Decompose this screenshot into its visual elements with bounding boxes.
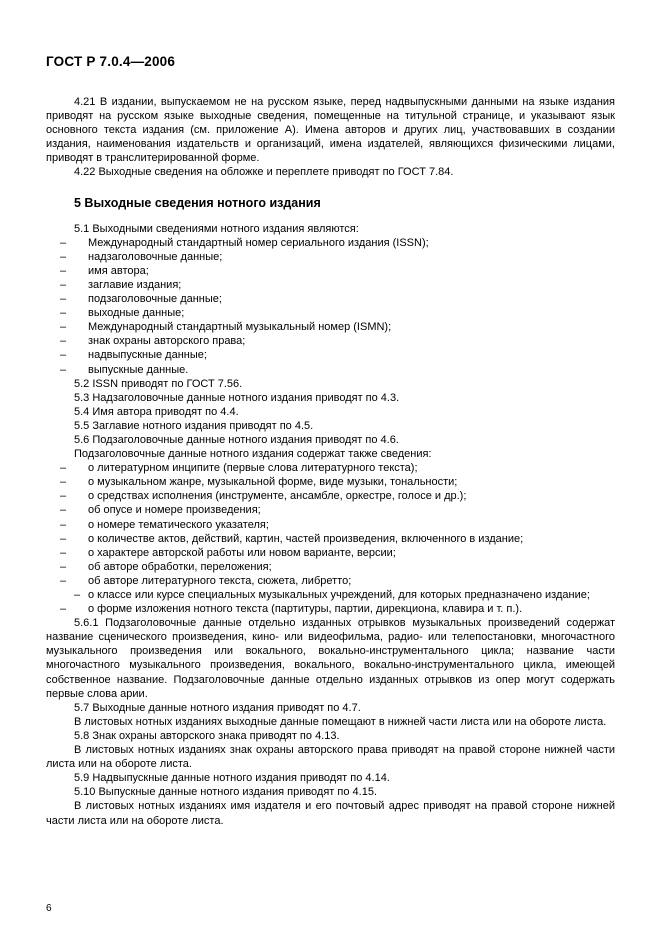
dash-bullet-icon: – (60, 504, 67, 517)
list-item (46, 489, 615, 503)
dash-bullet-icon: – (60, 293, 67, 306)
list-item (46, 532, 615, 546)
dash-bullet-icon: – (60, 603, 67, 616)
paragraph-5-2: 5.2 ISSN приводят по ГОСТ 7.56. (74, 377, 243, 390)
list-outputs-of-music-edition (46, 236, 615, 377)
dash-bullet-icon: – (60, 278, 67, 291)
paragraph-5-8-note: В листовых нотных изданиях знак охраны авторского права приводят на правой стороне нижней части листа или на обороте листа. (46, 744, 615, 771)
list-item (46, 518, 615, 532)
dash-bullet-icon: – (74, 589, 81, 601)
dash-bullet-icon: – (60, 574, 67, 587)
paragraph-5-6: 5.6 Подзаголовочные данные нотного издания приводят по 4.6. (74, 433, 399, 446)
paragraph-4-22: 4.22 Выходные сведения на обложке и переплете приводят по ГОСТ 7.84. (74, 166, 454, 179)
list-item-label: об авторе литературного текста, сюжета, либретто; (88, 574, 352, 587)
paragraph-5-4: 5.4 Имя автора приводят по 4.4. (74, 405, 239, 418)
list-item-label: Международный стандартный номер сериального издания (ISSN); (88, 236, 429, 249)
dash-bullet-icon: – (60, 335, 67, 348)
dash-bullet-icon: – (60, 264, 67, 277)
dash-bullet-icon: – (60, 321, 67, 334)
list-item-label: подзаголовочные данные; (88, 293, 222, 306)
dash-bullet-icon: – (60, 546, 67, 559)
list-item (46, 292, 615, 306)
page-number: 6 (46, 903, 52, 914)
list-item-label: о музыкальном жанре, музыкальной форме, виде музыки, тональности; (88, 476, 458, 489)
list-item (46, 264, 615, 278)
list-item (46, 250, 615, 264)
dash-bullet-icon: – (60, 250, 67, 263)
list-item-label: об опусе и номере произведения; (88, 504, 261, 517)
list-item-label: знак охраны авторского права; (88, 335, 246, 348)
paragraph-5-9: 5.9 Надвыпускные данные нотного издания приводят по 4.14. (74, 772, 390, 785)
paragraph-4-21: 4.21 В издании, выпускаемом не на русском языке, перед надвыпускными данными на языке издания приводят на русском языке выходные сведения, помещенные на титульной странице, и указывают язык основного текста издания (см. приложение А). Имена авторов и других лиц, участвовавших в создании издания, наименования издательств и организаций, имена издателей, являющихся физическими лицами, приводят в транслитерированной форме. (46, 96, 615, 165)
list-item-label: о средствах исполнения (инструменте, ансамбле, оркестре, голосе и др.); (88, 490, 467, 503)
paragraph-5-10-note: В листовых нотных изданиях имя издателя и его почтовый адрес приводят на правой стороне нижней части листа или на обороте листа. (46, 800, 615, 827)
list-item (46, 602, 615, 616)
list-item (46, 348, 615, 362)
list-item-label: о номере тематического указателя; (88, 518, 269, 531)
dash-bullet-icon: – (60, 532, 67, 545)
dash-bullet-icon: – (60, 490, 67, 503)
list-item (46, 236, 615, 250)
list-item-label: о форме изложения нотного текста (партитуры, партии, дирекциона, клавира и т. п.). (88, 603, 523, 616)
list-item-label: надвыпускные данные; (88, 349, 207, 362)
list-item-label: о классе или курсе специальных музыкальных учреждений, для которых предназначено издание; (88, 589, 590, 601)
paragraph-5-3: 5.3 Надзаголовочные данные нотного издания приводят по 4.3. (74, 391, 400, 404)
paragraph-5-8: 5.8 Знак охраны авторского знака приводят по 4.13. (74, 729, 340, 742)
list-item-label: о количестве актов, действий, картин, частей произведения, включенного в издание; (88, 532, 524, 545)
list-item (46, 461, 615, 475)
list-item-label: Международный стандартный музыкальный номер (ISMN); (88, 321, 392, 334)
dash-bullet-icon: – (60, 462, 67, 475)
dash-bullet-icon: – (60, 307, 67, 320)
section-5-heading: 5 Выходные сведения нотного издания (74, 195, 321, 210)
list-item (46, 320, 615, 334)
list-item-label: о литературном инципите (первые слова литературного текста); (88, 462, 418, 475)
dash-bullet-icon: – (60, 518, 67, 531)
list-item (46, 306, 615, 320)
list-item (46, 475, 615, 489)
list-item (46, 574, 615, 588)
list-item-label: выходные данные; (88, 307, 185, 320)
list-item-label: надзаголовочные данные; (88, 250, 223, 263)
dash-bullet-icon: – (60, 560, 67, 573)
dash-bullet-icon: – (60, 363, 67, 376)
list-item (46, 546, 615, 560)
paragraph-5-7: 5.7 Выходные данные нотного издания приводят по 4.7. (74, 701, 361, 714)
list-item (46, 560, 615, 574)
paragraph-5-10: 5.10 Выпускные данные нотного издания приводят по 4.15. (74, 786, 377, 799)
list-item (46, 503, 615, 517)
page-header-standard-id: ГОСТ Р 7.0.4—2006 (46, 54, 176, 69)
paragraph-5-7-note: В листовых нотных изданиях выходные данные помещают в нижней части листа или на обороте листа. (74, 715, 607, 728)
dash-bullet-icon: – (60, 236, 67, 249)
list-subtitle-data (46, 461, 615, 616)
list-item (46, 363, 615, 377)
list-item (46, 334, 615, 348)
list-item-label: заглавие издания; (88, 278, 182, 291)
paragraph-5-6-1: 5.6.1 Подзаголовочные данные отдельно изданных отрывков музыкальных произведений содержат название сценического произведения, кино- или видеофильма, радио- или телепостановки, многочастного музыкального произведения или вокального, вокально-инструментального цикла; название части многочастного музыкального произведения, вокального, вокально-инструментального цикла, имеющей собственное название. Подзаголовочные данные отдельно изданных отрывков из опер могут содержать первые слова арии. (46, 617, 615, 700)
paragraph-5-1: 5.1 Выходными сведениями нотного издания являются: (74, 222, 359, 235)
dash-bullet-icon: – (60, 476, 67, 489)
dash-bullet-icon: – (60, 349, 67, 362)
list-item (46, 588, 615, 602)
paragraph-5-5: 5.5 Заглавие нотного издания приводят по 4.5. (74, 419, 314, 432)
list-item-label: об авторе обработки, переложения; (88, 560, 272, 573)
list-item-label: имя автора; (88, 264, 149, 277)
list-item-label: выпускные данные. (88, 363, 189, 376)
paragraph-5-6-intro: Подзаголовочные данные нотного издания содержат также сведения: (74, 448, 432, 461)
list-item (46, 278, 615, 292)
list-item-label: о характере авторской работы или новом варианте, версии; (88, 546, 396, 559)
